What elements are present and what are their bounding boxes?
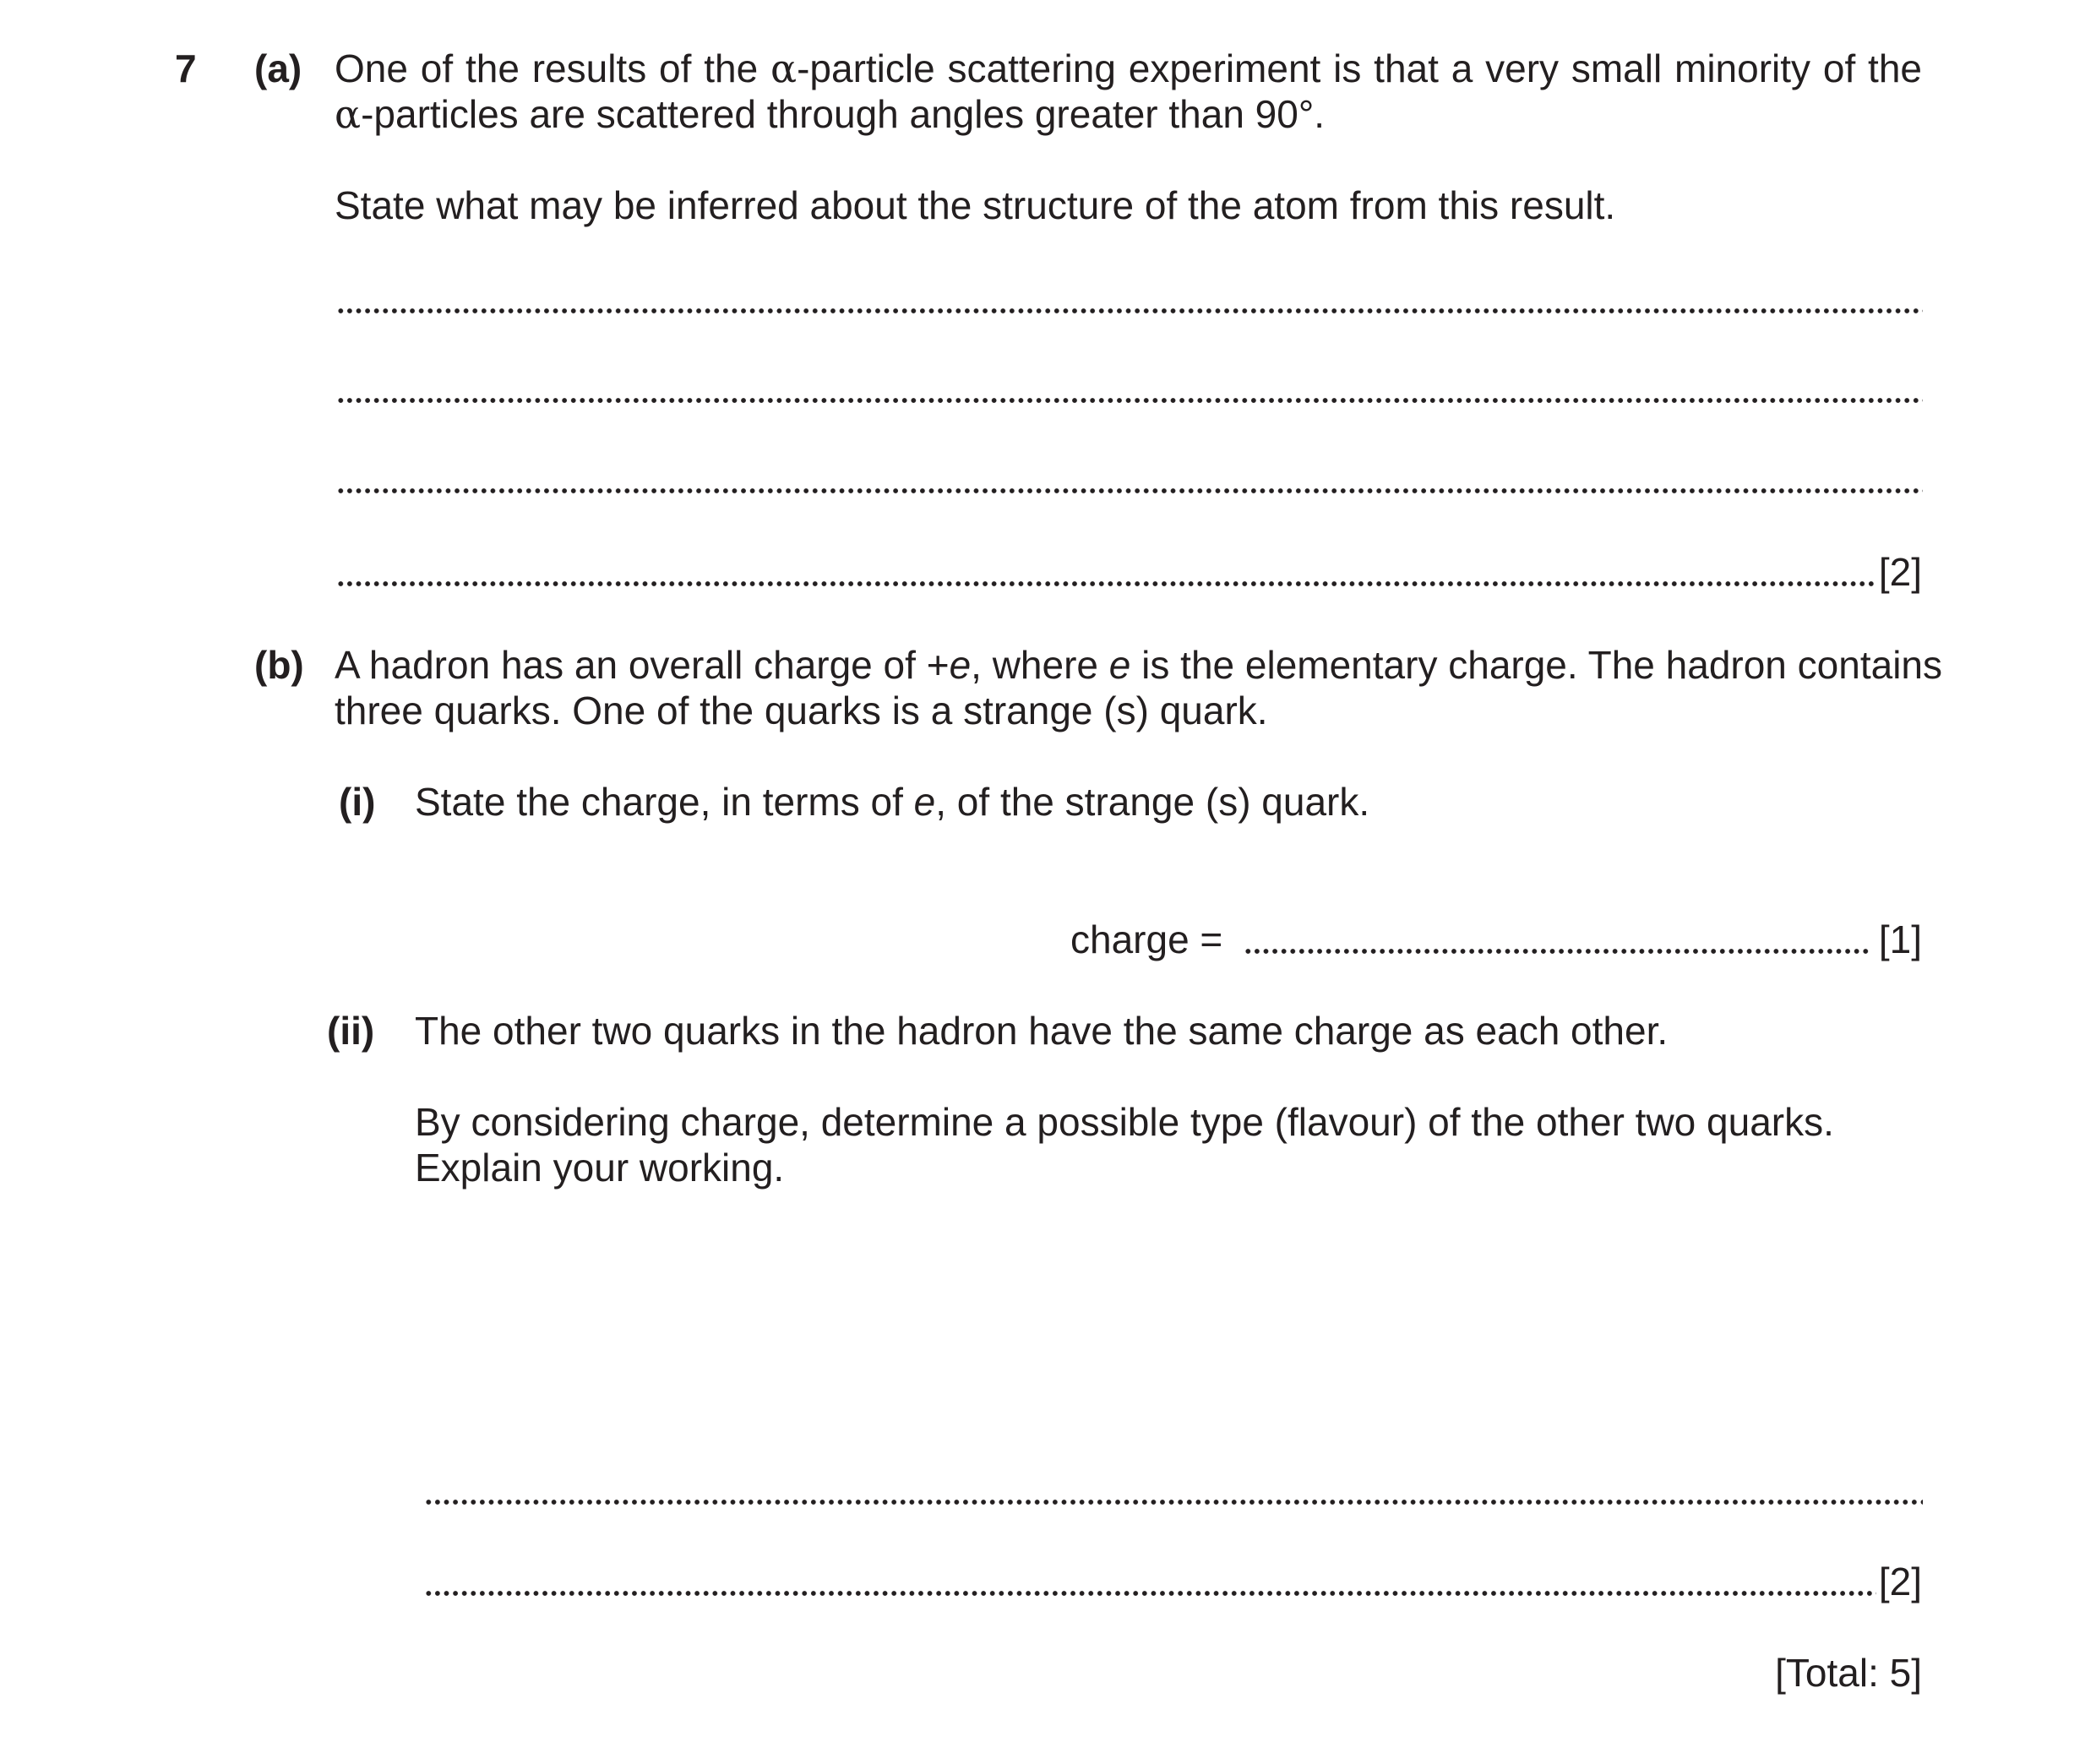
part-a-line-1: One of the results of the α-particle scattering experiment is that a very small minority of the [335, 46, 1923, 91]
question-number: 7 [175, 46, 197, 90]
answer-line-a-3[interactable] [336, 486, 1923, 496]
part-b-line-2: three quarks. One of the quarks is a strange (s) quark. [335, 689, 1268, 732]
answer-line-b-ii-1[interactable] [424, 1497, 1923, 1507]
answer-line-a-2[interactable] [336, 395, 1923, 406]
total-marks: [Total: 5] [1775, 1651, 1922, 1695]
part-b-i-question: State the charge, in terms of e, of the strange (s) quark. [415, 780, 1370, 824]
part-a-instruction: State what may be inferred about the structure of the atom from this result. [335, 183, 1616, 227]
part-b-ii-line-1: The other two quarks in the hadron have the same charge as each other. [415, 1009, 1669, 1053]
answer-line-b-ii-2[interactable] [424, 1588, 1876, 1598]
part-b-ii-label: (ii) [327, 1009, 375, 1053]
part-a-marks: [2] [1878, 550, 1922, 594]
answer-line-a-1[interactable] [336, 306, 1923, 316]
charge-label: charge = [1070, 917, 1223, 961]
part-b-i-label: (i) [339, 780, 376, 824]
part-b-ii-line-3: Explain your working. [415, 1146, 785, 1190]
part-b-line-1: A hadron has an overall charge of +e, where e is the elementary charge. The hadron contains [335, 643, 1942, 687]
part-b-i-marks: [1] [1878, 917, 1922, 961]
part-a-line-2: α-particles are scattered through angles greater than 90°. [335, 91, 1326, 137]
answer-line-a-4[interactable] [336, 579, 1876, 589]
part-b-label: (b) [254, 643, 304, 687]
part-a-label: (a) [254, 46, 302, 90]
part-b-ii-line-2: By considering charge, determine a possible type (flavour) of the other two quarks. [415, 1100, 1834, 1144]
part-b-ii-marks: [2] [1878, 1560, 1922, 1603]
